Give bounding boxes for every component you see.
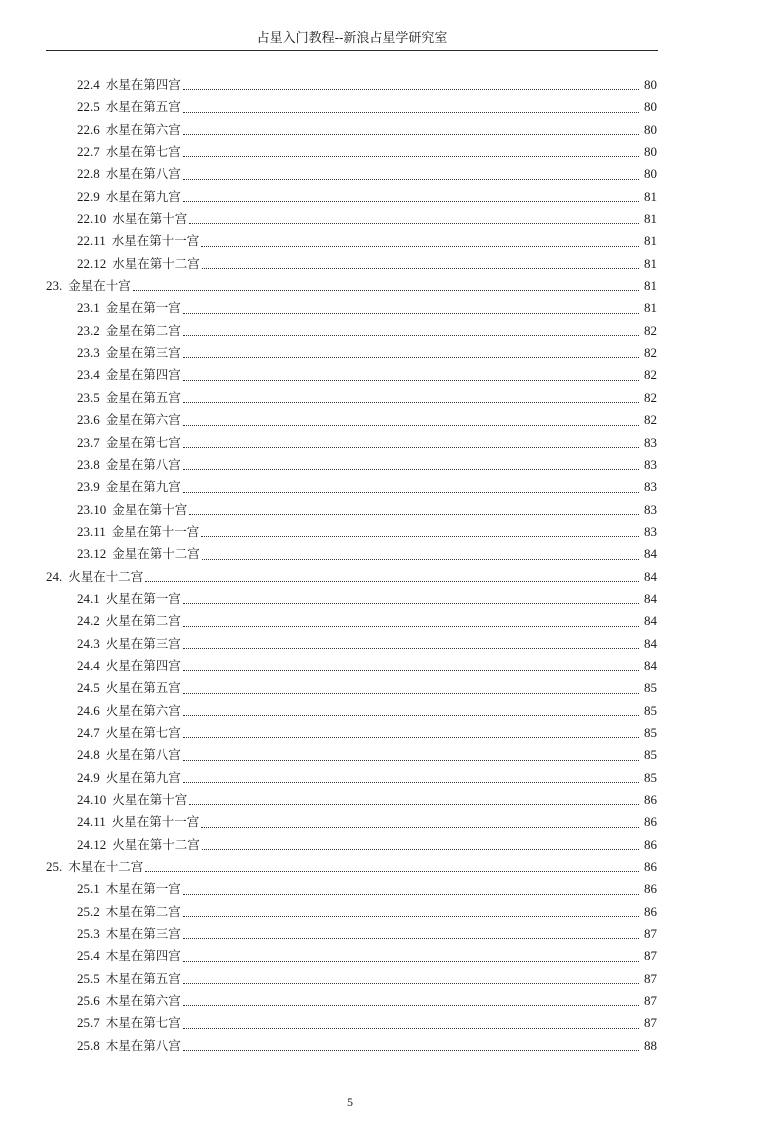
toc-entry-title: 水星在第八宫 — [105, 166, 181, 182]
toc-section-entry[interactable] — [46, 923, 657, 945]
toc-dot-leader — [183, 425, 639, 426]
toc-section-entry[interactable] — [46, 543, 657, 565]
toc-entry-page: 86 — [644, 859, 657, 875]
toc-dot-leader — [183, 201, 639, 202]
toc-entry-page: 80 — [644, 99, 657, 115]
toc-entry-number: 25.2 — [77, 903, 100, 919]
toc-dot-leader — [183, 603, 639, 604]
toc-section-entry[interactable] — [46, 968, 657, 990]
toc-dot-leader — [183, 335, 639, 336]
toc-entry-title: 火星在第十二宫 — [112, 836, 200, 852]
toc-dot-leader — [183, 380, 639, 381]
page-number: 5 — [347, 1095, 353, 1109]
toc-entry-title: 金星在第三宫 — [105, 345, 181, 361]
toc-dot-leader — [183, 648, 639, 649]
toc-entry-number: 23.3 — [77, 345, 100, 361]
toc-entry-number: 22.5 — [77, 99, 100, 115]
toc-entry-page: 84 — [644, 568, 657, 584]
toc-entry-title: 水星在第五宫 — [105, 99, 181, 115]
toc-entry-page: 81 — [644, 300, 657, 316]
toc-entry-page: 80 — [644, 121, 657, 137]
toc-entry-page: 86 — [644, 836, 657, 852]
toc-entry-page: 85 — [644, 769, 657, 785]
toc-dot-leader — [183, 112, 639, 113]
toc-entry-number: 22.7 — [77, 144, 100, 160]
toc-dot-leader — [183, 715, 639, 716]
toc-entry-title: 火星在第七宫 — [105, 724, 181, 740]
toc-section-entry[interactable] — [46, 633, 657, 655]
toc-entry-number: 22.12 — [77, 255, 107, 271]
toc-section-entry[interactable] — [46, 521, 657, 543]
toc-entry-title: 木星在第六宫 — [105, 993, 181, 1009]
toc-entry-number: 24.12 — [77, 836, 107, 852]
toc-section-entry[interactable] — [46, 677, 657, 699]
toc-entry-title: 金星在第九宫 — [105, 479, 181, 495]
toc-entry-page: 87 — [644, 926, 657, 942]
toc-dot-leader — [189, 804, 639, 805]
toc-entry-number: 24.8 — [77, 747, 100, 763]
toc-entry-page: 86 — [644, 881, 657, 897]
toc-entry-number: 23.5 — [77, 389, 100, 405]
toc-entry-title: 水星在第七宫 — [105, 144, 181, 160]
toc-section-entry[interactable] — [46, 990, 657, 1012]
toc-entry-title: 木星在第一宫 — [105, 881, 181, 897]
toc-section-entry[interactable] — [46, 1012, 657, 1034]
toc-section-entry[interactable] — [46, 297, 657, 319]
toc-entry-title: 金星在第十二宫 — [112, 546, 200, 562]
toc-entry-number: 22.6 — [77, 121, 100, 137]
toc-section-entry[interactable] — [46, 811, 657, 833]
toc-section-entry[interactable] — [46, 141, 657, 163]
toc-entry-title: 木星在第八宫 — [105, 1037, 181, 1053]
toc-entry-page: 82 — [644, 389, 657, 405]
toc-section-entry[interactable] — [46, 454, 657, 476]
toc-dot-leader — [145, 581, 639, 582]
toc-section-entry[interactable] — [46, 499, 657, 521]
toc-entry-number: 25.7 — [77, 1015, 100, 1031]
toc-entry-page: 87 — [644, 1015, 657, 1031]
toc-entry-title: 金星在第七宫 — [105, 434, 181, 450]
toc-section-entry[interactable] — [46, 744, 657, 766]
toc-section-entry[interactable] — [46, 722, 657, 744]
toc-dot-leader — [183, 938, 639, 939]
toc-section-entry[interactable] — [46, 342, 657, 364]
toc-dot-leader — [133, 290, 639, 291]
toc-entry-title: 火星在第一宫 — [105, 590, 181, 606]
toc-dot-leader — [183, 447, 639, 448]
toc-entry-number: 24.3 — [77, 635, 100, 651]
toc-entry-number: 23.12 — [77, 546, 107, 562]
toc-entry-title: 金星在第四宫 — [105, 367, 181, 383]
toc-entry-page: 82 — [644, 412, 657, 428]
toc-entry-number: 25.3 — [77, 926, 100, 942]
toc-entry-page: 81 — [644, 211, 657, 227]
toc-entry-page: 85 — [644, 724, 657, 740]
toc-dot-leader — [189, 223, 639, 224]
toc-entry-number: 24.11 — [77, 814, 106, 830]
toc-entry-title: 金星在第一宫 — [105, 300, 181, 316]
toc-entry-title: 火星在第九宫 — [105, 769, 181, 785]
toc-entry-title: 火星在第二宫 — [105, 613, 181, 629]
toc-entry-page: 84 — [644, 613, 657, 629]
toc-section-entry[interactable] — [46, 789, 657, 811]
toc-entry-page: 82 — [644, 345, 657, 361]
toc-dot-leader — [183, 916, 639, 917]
toc-entry-number: 22.4 — [77, 77, 100, 92]
toc-dot-leader — [202, 849, 639, 850]
toc-entry-page: 80 — [644, 166, 657, 182]
toc-section-entry[interactable] — [46, 945, 657, 967]
toc-section-entry[interactable] — [46, 1035, 657, 1057]
toc-entry-page: 83 — [644, 501, 657, 517]
toc-section-entry[interactable] — [46, 96, 657, 118]
toc-dot-leader — [201, 536, 639, 537]
toc-dot-leader — [201, 246, 639, 247]
toc-entry-number: 25.6 — [77, 993, 100, 1009]
toc-dot-leader — [183, 1028, 639, 1029]
toc-entry-title: 火星在第五宫 — [105, 680, 181, 696]
toc-dot-leader — [183, 402, 639, 403]
toc-dot-leader — [183, 89, 639, 90]
toc-entry-title: 火星在第十宫 — [112, 792, 188, 807]
toc-entry-number: 22.9 — [77, 188, 100, 204]
toc-entry-number: 24.1 — [77, 590, 100, 606]
toc-chapter-entry[interactable] — [46, 856, 657, 878]
toc-entry-title: 水星在第九宫 — [105, 188, 181, 204]
toc-dot-leader — [183, 357, 639, 358]
toc-entry-title: 水星在第十宫 — [112, 211, 188, 227]
toc-entry-page: 80 — [644, 77, 657, 92]
toc-dot-leader — [183, 469, 639, 470]
toc-entry-title: 木星在第三宫 — [105, 926, 181, 942]
toc-entry-title: 木星在第二宫 — [105, 903, 181, 919]
toc-entry-page: 83 — [644, 456, 657, 472]
toc-entry-title: 水星在第四宫 — [105, 77, 181, 92]
toc-entry-title: 火星在第八宫 — [105, 747, 181, 763]
toc-entry-number: 23.9 — [77, 479, 100, 495]
toc-entry-number: 24.5 — [77, 680, 100, 696]
toc-entry-page: 82 — [644, 367, 657, 383]
toc-entry-title: 火星在第三宫 — [105, 635, 181, 651]
toc-entry-page: 84 — [644, 635, 657, 651]
toc-dot-leader — [183, 693, 639, 694]
toc-entry-number: 23.4 — [77, 367, 100, 383]
toc-entry-page: 86 — [644, 792, 657, 807]
toc-entry-number: 23.10 — [77, 501, 107, 517]
toc-entry-title: 金星在十宫 — [68, 278, 131, 294]
toc-entry-number: 22.8 — [77, 166, 100, 182]
toc-dot-leader — [189, 514, 639, 515]
toc-dot-leader — [183, 894, 639, 895]
toc-entry-page: 84 — [644, 657, 657, 673]
table-of-contents — [46, 74, 657, 1057]
toc-entry-title: 火星在十二宫 — [68, 568, 144, 584]
toc-dot-leader — [201, 827, 639, 828]
toc-entry-page: 80 — [644, 144, 657, 160]
toc-dot-leader — [183, 156, 639, 157]
toc-entry-number: 25.1 — [77, 881, 100, 897]
toc-entry-page: 83 — [644, 523, 657, 539]
toc-section-entry[interactable] — [46, 253, 657, 275]
toc-entry-number: 25.8 — [77, 1037, 100, 1053]
toc-entry-number: 24.10 — [77, 792, 107, 807]
toc-dot-leader — [183, 782, 639, 783]
toc-dot-leader — [183, 492, 639, 493]
toc-entry-title: 木星在十二宫 — [68, 859, 144, 875]
toc-entry-number: 22.11 — [77, 233, 106, 249]
toc-entry-page: 83 — [644, 479, 657, 495]
toc-dot-leader — [183, 1050, 639, 1051]
toc-section-entry[interactable] — [46, 476, 657, 498]
toc-entry-number: 23.2 — [77, 322, 100, 338]
toc-entry-title: 木星在第五宫 — [105, 970, 181, 986]
toc-entry-number: 24.7 — [77, 724, 100, 740]
toc-section-entry[interactable] — [46, 834, 657, 856]
toc-entry-title: 水星在第六宫 — [105, 121, 181, 137]
toc-dot-leader — [183, 1005, 639, 1006]
toc-dot-leader — [183, 179, 639, 180]
toc-entry-number: 23.6 — [77, 412, 100, 428]
toc-entry-title: 金星在第六宫 — [105, 412, 181, 428]
toc-entry-number: 25.5 — [77, 970, 100, 986]
toc-entry-number: 25. — [46, 859, 63, 875]
toc-section-entry[interactable] — [46, 163, 657, 185]
page-header-title: 占星入门教程--新浪占星学研究室 — [256, 31, 448, 46]
toc-dot-leader — [183, 670, 639, 671]
toc-entry-title: 金星在第二宫 — [105, 322, 181, 338]
toc-entry-page: 81 — [644, 233, 657, 249]
toc-entry-number: 24.4 — [77, 657, 100, 673]
toc-dot-leader — [183, 760, 639, 761]
toc-dot-leader — [183, 313, 639, 314]
toc-section-entry[interactable] — [46, 74, 657, 96]
toc-section-entry[interactable] — [46, 119, 657, 141]
toc-entry-page: 87 — [644, 970, 657, 986]
toc-entry-page: 87 — [644, 993, 657, 1009]
toc-entry-page: 81 — [644, 278, 657, 294]
toc-section-entry[interactable] — [46, 432, 657, 454]
toc-entry-page: 85 — [644, 747, 657, 763]
toc-dot-leader — [145, 871, 639, 872]
toc-section-entry[interactable] — [46, 186, 657, 208]
header-divider — [46, 50, 658, 51]
toc-entry-number: 25.4 — [77, 948, 100, 964]
toc-entry-title: 火星在第六宫 — [105, 702, 181, 718]
toc-entry-number: 23.8 — [77, 456, 100, 472]
toc-entry-page: 83 — [644, 434, 657, 450]
toc-section-entry[interactable] — [46, 655, 657, 677]
toc-entry-page: 84 — [644, 546, 657, 562]
toc-entry-title: 金星在第五宫 — [105, 389, 181, 405]
toc-entry-number: 23.1 — [77, 300, 100, 316]
toc-entry-page: 86 — [644, 903, 657, 919]
toc-entry-page: 85 — [644, 680, 657, 696]
toc-dot-leader — [183, 961, 639, 962]
toc-entry-number: 24.9 — [77, 769, 100, 785]
toc-dot-leader — [202, 268, 639, 269]
toc-entry-page: 84 — [644, 590, 657, 606]
toc-chapter-entry[interactable] — [46, 275, 657, 297]
toc-dot-leader — [183, 983, 639, 984]
toc-section-entry[interactable] — [46, 364, 657, 386]
toc-entry-page: 81 — [644, 255, 657, 271]
toc-entry-page: 81 — [644, 188, 657, 204]
toc-entry-title: 金星在第十一宫 — [111, 523, 200, 539]
toc-dot-leader — [202, 559, 639, 560]
toc-section-entry[interactable] — [46, 610, 657, 632]
toc-entry-title: 火星在第十一宫 — [111, 814, 200, 830]
toc-section-entry[interactable] — [46, 409, 657, 431]
toc-section-entry[interactable] — [46, 878, 657, 900]
toc-entry-page: 82 — [644, 322, 657, 338]
toc-entry-title: 水星在第十一宫 — [111, 233, 200, 249]
toc-entry-page: 86 — [644, 814, 657, 830]
toc-dot-leader — [183, 626, 639, 627]
toc-entry-title: 木星在第四宫 — [105, 948, 181, 964]
toc-entry-title: 火星在第四宫 — [105, 657, 181, 673]
toc-entry-page: 87 — [644, 948, 657, 964]
toc-section-entry[interactable] — [46, 230, 657, 252]
toc-section-entry[interactable] — [46, 588, 657, 610]
toc-section-entry[interactable] — [46, 320, 657, 342]
toc-entry-page: 88 — [644, 1037, 657, 1053]
toc-section-entry[interactable] — [46, 700, 657, 722]
toc-entry-title: 水星在第十二宫 — [112, 255, 200, 271]
toc-dot-leader — [183, 737, 639, 738]
toc-section-entry[interactable] — [46, 208, 657, 230]
toc-entry-number: 23.7 — [77, 434, 100, 450]
toc-entry-number: 23. — [46, 278, 63, 294]
toc-entry-number: 23.11 — [77, 523, 106, 539]
toc-entry-number: 22.10 — [77, 211, 107, 227]
toc-section-entry[interactable] — [46, 901, 657, 923]
toc-section-entry[interactable] — [46, 387, 657, 409]
toc-entry-number: 24.2 — [77, 613, 100, 629]
toc-entry-page: 85 — [644, 702, 657, 718]
toc-entry-title: 木星在第七宫 — [105, 1015, 181, 1031]
toc-dot-leader — [183, 134, 639, 135]
toc-section-entry[interactable] — [46, 767, 657, 789]
toc-entry-number: 24.6 — [77, 702, 100, 718]
toc-entry-title: 金星在第八宫 — [105, 456, 181, 472]
toc-chapter-entry[interactable] — [46, 566, 657, 588]
toc-entry-title: 金星在第十宫 — [112, 501, 188, 517]
toc-entry-number: 24. — [46, 568, 63, 584]
